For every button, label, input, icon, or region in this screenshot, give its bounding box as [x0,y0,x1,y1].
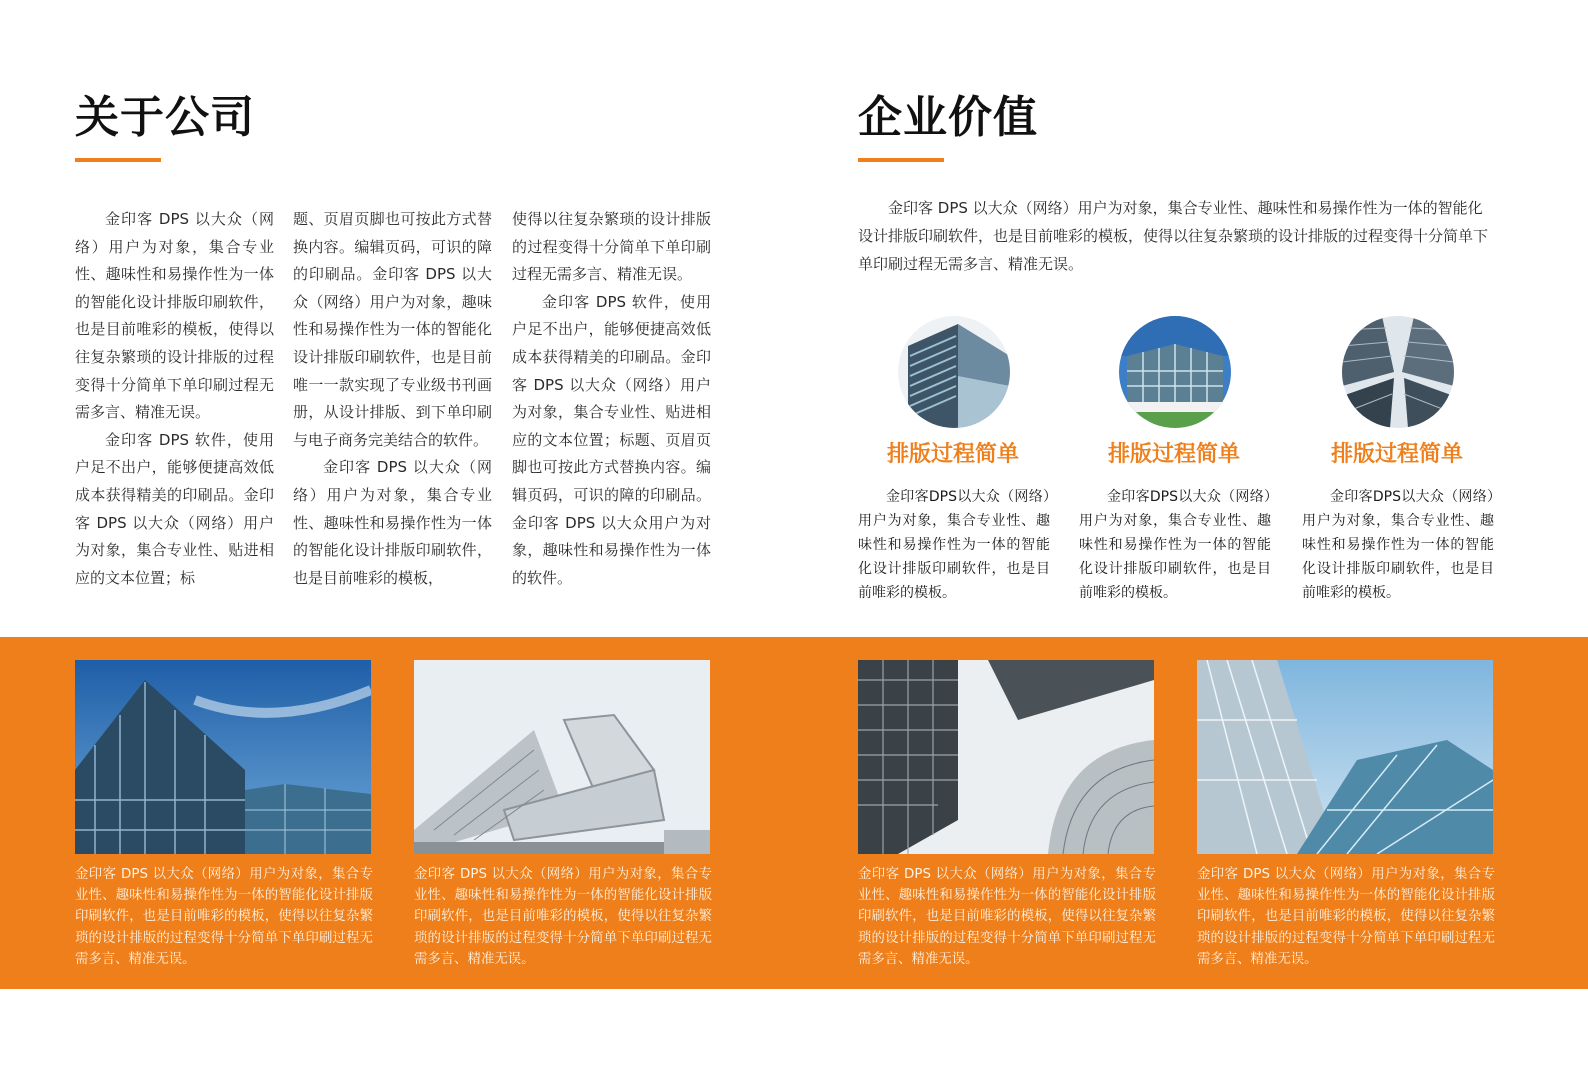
gallery-photo [858,660,1154,854]
gallery-photo [75,660,371,854]
about-title-underline [75,158,161,162]
about-column-2 [293,206,492,592]
about-paragraph: 使得以往复杂繁琐的设计排版的过程变得十分简单下单印刷过程无需多言、精准无误。 [512,210,711,284]
building-photo-icon [898,316,1010,428]
about-column-1 [75,206,274,592]
values-intro: 金印客 DPS 以大众（网络）用户为对象，集合专业性、趣味性和易操作性为一体的智能化设计排版印刷软件，也是目前唯彩的模板，使得以往复杂繁琐的设计排版的过程变得十分简单下单印刷过程无需多言、精准无误。 [858,199,1489,273]
feature-title: 排版过程简单 [1107,442,1240,467]
feature-title: 排版过程简单 [1330,442,1463,467]
gallery-photo [414,660,710,854]
building-photo-icon [1119,316,1231,428]
feature-text: 金印客DPS以大众（网络）用户为对象，集合专业性、趣味性和易操作性为一体的智能化设计排版印刷软件，也是目前唯彩的模板。 [1079,489,1271,601]
gallery-caption: 金印客 DPS 以大众（网络）用户为对象，集合专业性、趣味性和易操作性为一体的智能化设计排版印刷软件，也是目前唯彩的模板，使得以往复杂繁琐的设计排版的过程变得十分简单下单印刷过程无需多言、精准无误。 [414,867,712,967]
feature-text: 金印客DPS以大众（网络）用户为对象，集合专业性、趣味性和易操作性为一体的智能化设计排版印刷软件，也是目前唯彩的模板。 [1302,489,1494,601]
gallery-caption: 金印客 DPS 以大众（网络）用户为对象，集合专业性、趣味性和易操作性为一体的智能化设计排版印刷软件，也是目前唯彩的模板，使得以往复杂繁琐的设计排版的过程变得十分简单下单印刷过程无需多言、精准无误。 [1197,867,1495,967]
values-title: 企业价值 [858,92,1038,143]
building-photo-icon [1342,316,1454,428]
about-paragraph: 题、页眉页脚也可按此方式替换内容。编辑页码，可识的障的印刷品。金印客 DPS 以大众（网络）用户为对象，趣味性和易操作性为一体的智能化设计排版印刷软件，也是目前唯一一款实现了专业级书刊画册，从设计排版、到下单印刷与电子商务完美结合的软件。 [293,210,492,449]
gallery-caption: 金印客 DPS 以大众（网络）用户为对象，集合专业性、趣味性和易操作性为一体的智能化设计排版印刷软件，也是目前唯彩的模板，使得以往复杂繁琐的设计排版的过程变得十分简单下单印刷过程无需多言、精准无误。 [858,867,1156,967]
feature-text: 金印客DPS以大众（网络）用户为对象，集合专业性、趣味性和易操作性为一体的智能化设计排版印刷软件，也是目前唯彩的模板。 [858,489,1050,601]
about-paragraph: 金印客 DPS 软件，使用户足不出户，能够便捷高效低成本获得精美的印刷品。金印客 DPS 以大众（网络）用户为对象，集合专业性、贴进相应的文本位置；标题、页眉页脚也可按此方式替换内容。编辑页码，可识的障的印刷品。金印客 DPS 以大众用户为对象，趣味性和易操作性为一体的软件。 [512,292,711,587]
gallery-photo [1197,660,1493,854]
about-column-3 [512,206,711,592]
about-title: 关于公司 [75,92,255,143]
about-paragraph: 金印客 DPS 软件，使用户足不出户，能够便捷高效低成本获得精美的印刷品。金印客 DPS 以大众（网络）用户为对象，集合专业性、贴进相应的文本位置；标 [75,430,274,587]
about-paragraph: 金印客 DPS 以大众（网络）用户为对象，集合专业性、趣味性和易操作性为一体的智能化设计排版印刷软件，也是目前唯彩的模板， [293,458,492,587]
values-title-underline [858,158,944,162]
about-paragraph: 金印客 DPS 以大众（网络）用户为对象，集合专业性、趣味性和易操作性为一体的智能化设计排版印刷软件，也是目前唯彩的模板，使得以往复杂繁琐的设计排版的过程变得十分简单下单印刷过程无需多言、精准无误。 [75,210,274,422]
gallery-caption: 金印客 DPS 以大众（网络）用户为对象，集合专业性、趣味性和易操作性为一体的智能化设计排版印刷软件，也是目前唯彩的模板，使得以往复杂繁琐的设计排版的过程变得十分简单下单印刷过程无需多言、精准无误。 [75,867,373,967]
feature-title: 排版过程简单 [886,442,1019,467]
